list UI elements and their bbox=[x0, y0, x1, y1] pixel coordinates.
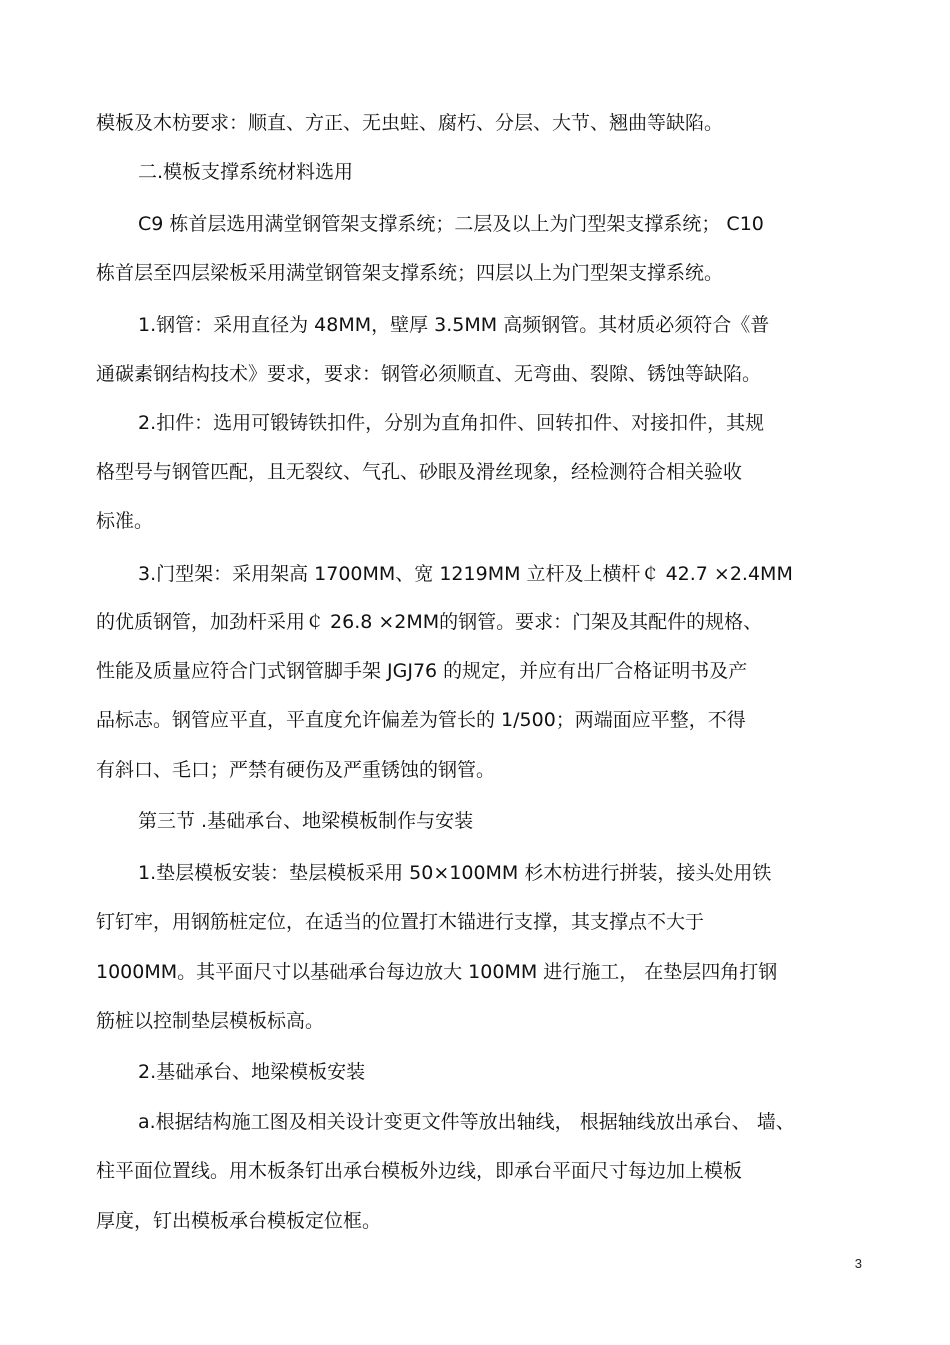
paragraph-line: 标准。 bbox=[96, 510, 154, 532]
paragraph-line: 柱平面位置线。用木板条钉出承台模板外边线，即承台平面尺寸每边加上模板 bbox=[96, 1160, 743, 1182]
paragraph-line: 栋首层至四层梁板采用满堂钢管架支撑系统；四层以上为门型架支撑系统。 bbox=[96, 262, 724, 284]
paragraph-line: 通碳素钢结构技术》要求，要求：钢管必须顺直、无弯曲、裂隙、锈蚀等缺陷。 bbox=[96, 363, 762, 385]
paragraph-line: 1.钢管：采用直径为 48MM，壁厚 3.5MM 高频钢管。其材质必须符合《普 bbox=[138, 314, 770, 336]
paragraph-line: 厚度，钉出模板承台模板定位框。 bbox=[96, 1210, 382, 1232]
page-number: 3 bbox=[854, 1256, 862, 1271]
paragraph-line: 品标志。钢管应平直，平直度允许偏差为管长的 1/500；两端面应平整，不得 bbox=[96, 709, 746, 731]
section-heading: 2.基础承台、地梁模板安装 bbox=[138, 1061, 366, 1083]
paragraph-line: 模板及木枋要求：顺直、方正、无虫蛀、腐朽、分层、大节、翘曲等缺陷。 bbox=[96, 112, 724, 134]
paragraph-line: 3.门型架：采用架高 1700MM、宽 1219MM 立杆及上横杆￠ 42.7 ×2.4MM bbox=[138, 563, 793, 585]
paragraph-line: 钉钉牢，用钢筋桩定位，在适当的位置打木锚进行支撑，其支撑点不大于 bbox=[96, 911, 705, 933]
paragraph-line: 2.扣件：选用可锻铸铁扣件，分别为直角扣件、回转扣件、对接扣件，其规 bbox=[138, 412, 765, 434]
paragraph-line: 性能及质量应符合门式钢管脚手架 JGJ76 的规定，并应有出厂合格证明书及产 bbox=[96, 660, 748, 682]
paragraph-line: 1.垫层模板安装：垫层模板采用 50×100MM 杉木枋进行拼装，接头处用铁 bbox=[138, 862, 772, 884]
section-heading: 二.模板支撑系统材料选用 bbox=[138, 161, 354, 183]
section-heading: 第三节 .基础承台、地梁模板制作与安装 bbox=[138, 810, 474, 832]
paragraph-line: C9 栋首层选用满堂钢管架支撑系统；二层及以上为门型架支撑系统； C10 bbox=[138, 213, 764, 235]
paragraph-line: 筋桩以控制垫层模板标高。 bbox=[96, 1010, 325, 1032]
paragraph-line: 格型号与钢管匹配，且无裂纹、气孔、砂眼及滑丝现象，经检测符合相关验收 bbox=[96, 461, 743, 483]
paragraph-line: 1000MM。其平面尺寸以基础承台每边放大 100MM 进行施工， 在垫层四角打钢 bbox=[96, 961, 778, 983]
paragraph-line: 有斜口、毛口；严禁有硬伤及严重锈蚀的钢管。 bbox=[96, 759, 496, 781]
paragraph-line: 的优质钢管，加劲杆采用￠ 26.8 ×2MM的钢管。要求：门架及其配件的规格、 bbox=[96, 611, 763, 633]
paragraph-line: a.根据结构施工图及相关设计变更文件等放出轴线， 根据轴线放出承台、 墙、 bbox=[138, 1111, 795, 1133]
